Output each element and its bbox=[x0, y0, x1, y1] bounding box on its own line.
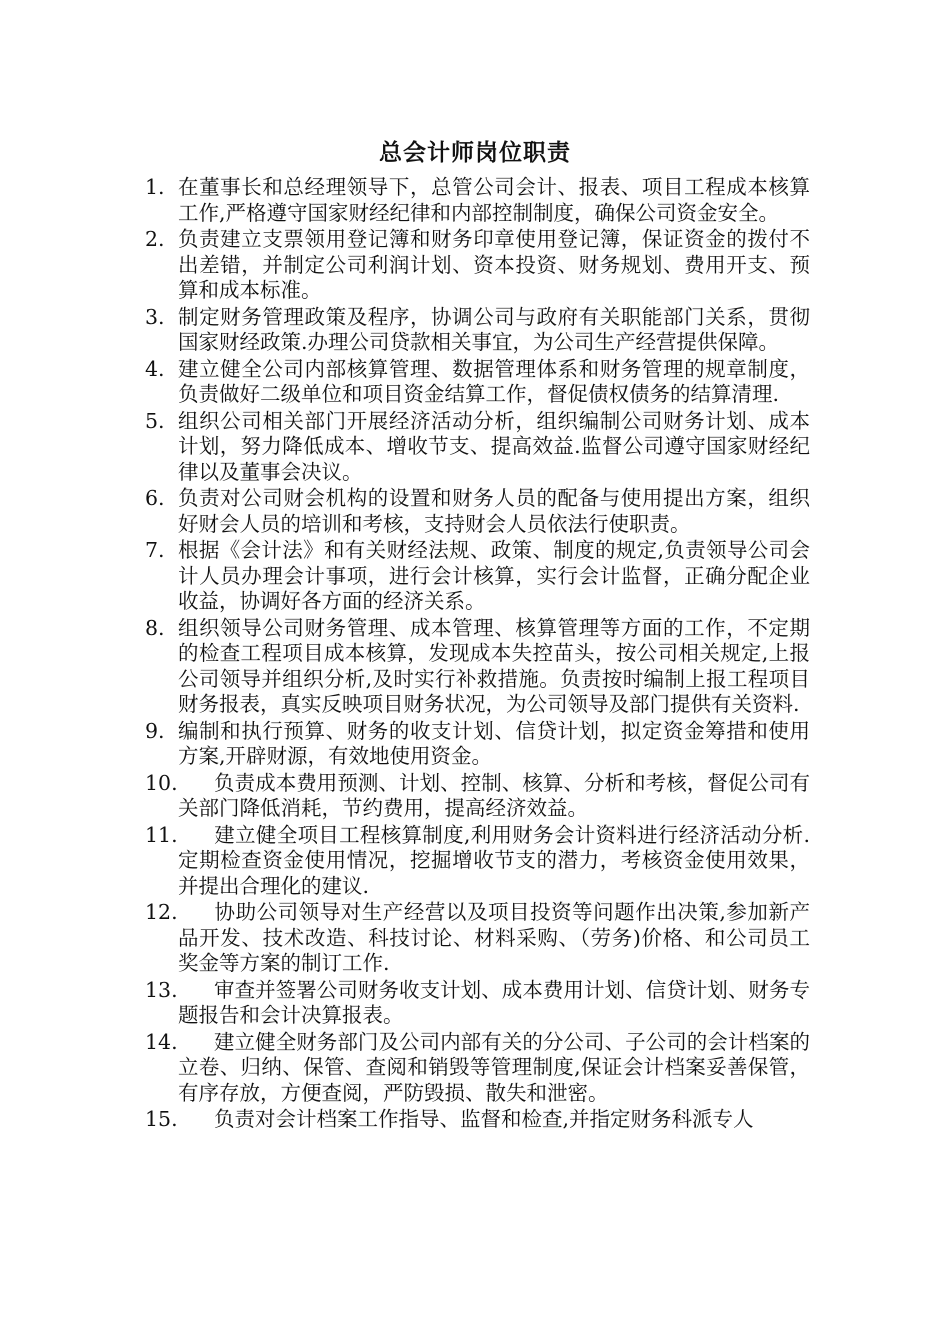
item-text: 负责建立支票领用登记簿和财务印章使用登记簿，保证资金的拨付不出差错，并制定公司利润计划、资本投资、财务规划、费用开支、预算和成本标准。 bbox=[178, 227, 810, 302]
item-number: 2. bbox=[145, 227, 165, 251]
list-item bbox=[145, 357, 810, 408]
item-number: 3. bbox=[145, 304, 165, 329]
list-item bbox=[145, 616, 810, 718]
item-text: 建立健全项目工程核算制度,利用财务会计资料进行经济活动分析.定期检查资金使用情况，挖掘增收节支的潜力，考核资金使用效果，并提出合理化的建议. bbox=[178, 822, 810, 898]
list-item bbox=[145, 486, 810, 537]
list-item bbox=[145, 978, 810, 1029]
list-item bbox=[145, 1030, 810, 1107]
item-text: 审查并签署公司财务收支计划、成本费用计划、信贷计划、财务专题报告和会计决算报表。 bbox=[178, 977, 810, 1027]
list-item bbox=[145, 305, 810, 356]
item-number: 14. bbox=[145, 1029, 178, 1054]
list-item bbox=[145, 1107, 810, 1133]
item-text: 建立健全财务部门及公司内部有关的分公司、子公司的会计档案的立卷、归纳、保管、查阅和销毁等管理制度,保证会计档案妥善保管，有序存放，方便查阅，严防毁损、散失和泄密。 bbox=[178, 1029, 810, 1105]
document-title: 总会计师岗位职责 bbox=[379, 140, 571, 166]
item-number: 13. bbox=[145, 977, 178, 1002]
list-item bbox=[145, 771, 810, 822]
item-number: 5. bbox=[145, 408, 165, 433]
item-number: 11. bbox=[145, 822, 178, 847]
list-item bbox=[145, 823, 810, 900]
item-number: 15. bbox=[145, 1107, 178, 1131]
item-number: 10. bbox=[145, 770, 178, 795]
item-text: 负责成本费用预测、计划、控制、核算、分析和考核，督促公司有关部门降低消耗，节约费用，提高经济效益。 bbox=[178, 770, 810, 820]
item-text: 组织领导公司财务管理、成本管理、核算管理等方面的工作，不定期的检查工程项目成本核算，发现成本失控苗头，按公司相关规定,上报公司领导并组织分析,及时实行补救措施。负责按时编制上报工程项目财务报表，真实反映项目财务状况，为公司领导及部门提供有关资料. bbox=[178, 615, 810, 716]
item-text: 建立健全公司内部核算管理、数据管理体系和财务管理的规章制度，负责做好二级单位和项目资金结算工作，督促债权债务的结算清理. bbox=[178, 356, 810, 406]
item-number: 4. bbox=[145, 356, 165, 381]
list-item bbox=[145, 227, 810, 304]
list-item bbox=[145, 900, 810, 977]
item-text: 负责对公司财会机构的设置和财务人员的配备与使用提出方案，组织好财会人员的培训和考核，支持财会人员依法行使职责。 bbox=[178, 486, 810, 536]
list-item bbox=[145, 538, 810, 615]
item-text: 编制和执行预算、财务的收支计划、信贷计划，拟定资金筹措和使用方案,开辟财源，有效地使用资金。 bbox=[178, 718, 810, 768]
item-number: 8. bbox=[145, 615, 165, 640]
item-number: 12. bbox=[145, 900, 178, 924]
item-text: 根据《会计法》和有关财经法规、政策、制度的规定,负责领导公司会计人员办理会计事项，进行会计核算，实行会计监督，正确分配企业收益，协调好各方面的经济关系。 bbox=[178, 538, 810, 613]
item-text: 制定财务管理政策及程序，协调公司与政府有关职能部门关系，贯彻国家财经政策.办理公司贷款相关事宜，为公司生产经营提供保障。 bbox=[178, 304, 810, 354]
item-number: 7. bbox=[145, 538, 165, 562]
item-text: 在董事长和总经理领导下，总管公司会计、报表、项目工程成本核算工作,严格遵守国家财经纪律和内部控制制度，确保公司资金安全。 bbox=[178, 175, 810, 225]
list-item bbox=[145, 409, 810, 486]
item-number: 6. bbox=[145, 486, 165, 510]
duty-list bbox=[145, 175, 810, 1134]
item-number: 1. bbox=[145, 175, 165, 199]
item-text: 组织公司相关部门开展经济活动分析，组织编制公司财务计划、成本计划，努力降低成本、增收节支、提高效益.监督公司遵守国家财经纪律以及董事会决议。 bbox=[178, 408, 810, 484]
item-number: 9. bbox=[145, 718, 165, 743]
item-text: 负责对会计档案工作指导、监督和检查,并指定财务科派专人 bbox=[214, 1107, 754, 1131]
list-item bbox=[145, 719, 810, 770]
item-text: 协助公司领导对生产经营以及项目投资等问题作出决策,参加新产品开发、技术改造、科技讨论、材料采购、（劳务)价格、和公司员工奖金等方案的制订工作. bbox=[178, 900, 810, 975]
list-item bbox=[145, 175, 810, 226]
